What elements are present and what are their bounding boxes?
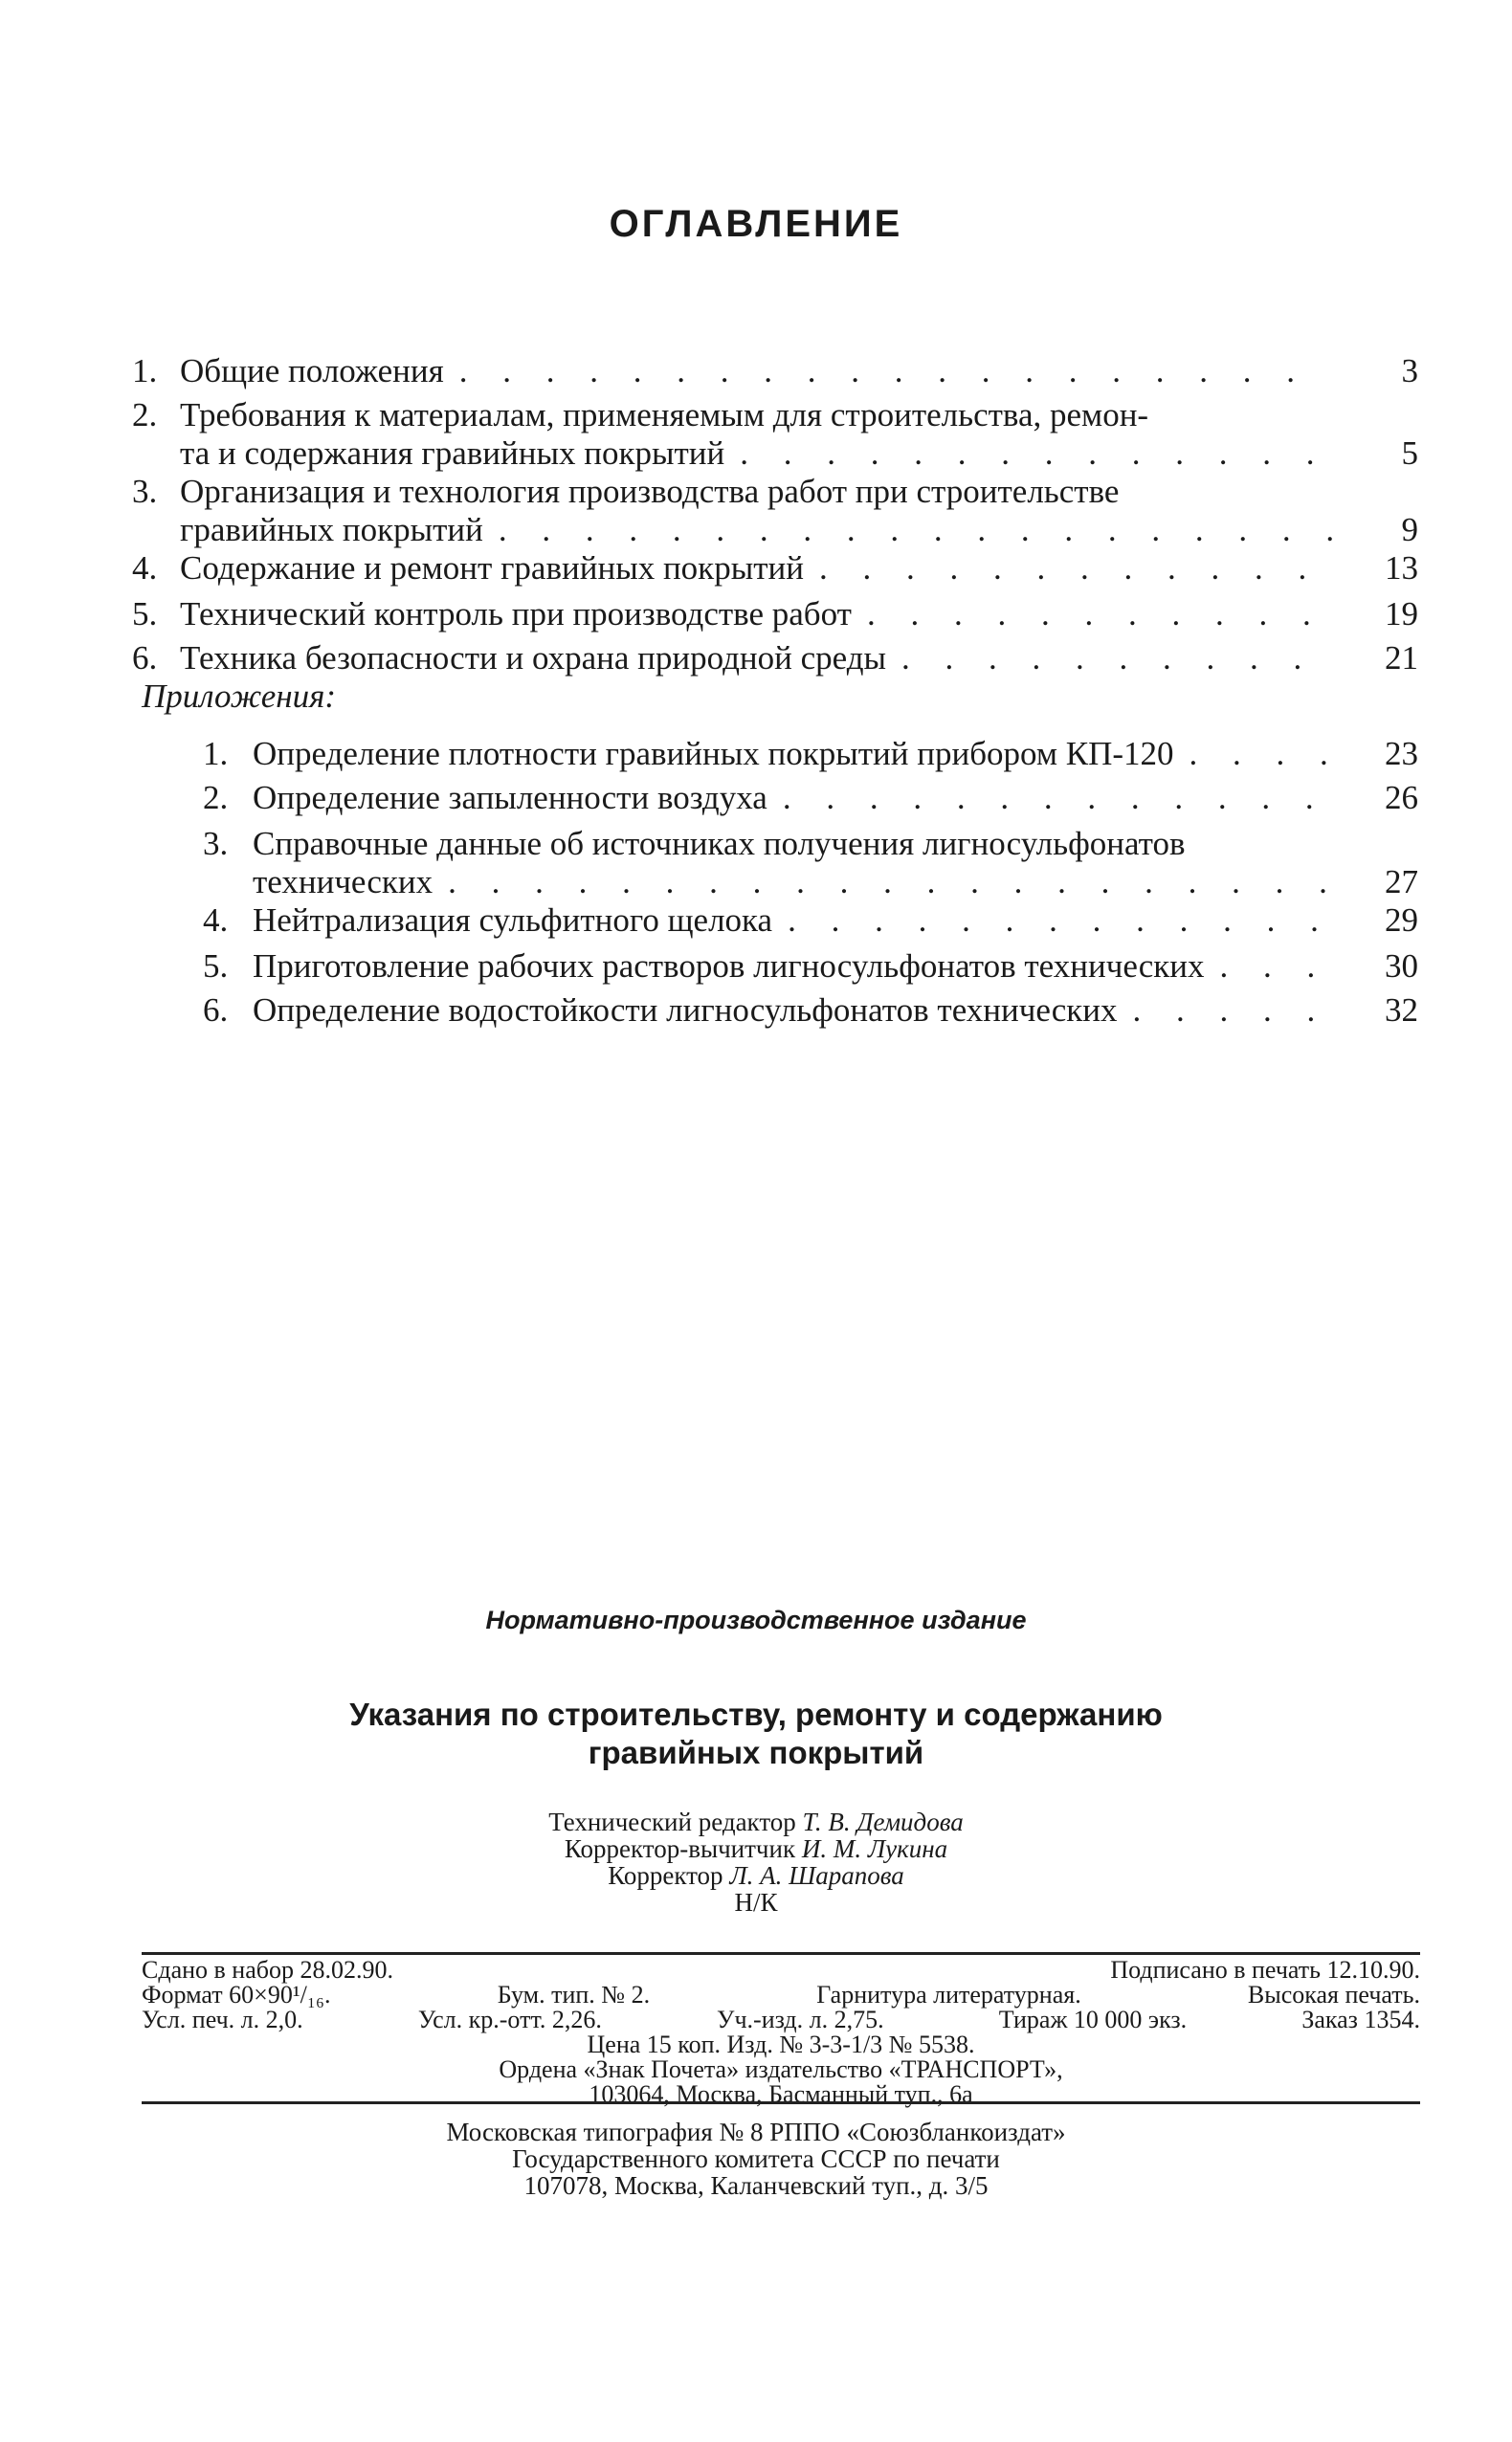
paper: Бум. тип. № 2. <box>497 1981 651 2009</box>
toc-entry <box>203 825 1418 901</box>
imprint-row <box>142 1983 1420 2008</box>
print-type: Высокая печать. <box>1247 1981 1420 2009</box>
submitted-date: Сдано в набор 28.02.90. <box>142 1956 393 1984</box>
publisher-address: 103064, Москва, Басманный туп., 6а <box>589 2080 973 2108</box>
toc-leader-dots <box>804 549 1332 588</box>
toc-entry <box>132 396 1418 473</box>
toc-entry-number: 5. <box>203 947 229 985</box>
toc-entry-line <box>203 863 1332 901</box>
book-title-line: Указания по строительству, ремонту и содержанию <box>349 1697 1163 1732</box>
toc-entry-line <box>203 901 1332 940</box>
color-sheets: Усл. кр.-отт. 2,26. <box>417 2006 602 2033</box>
toc-entry-title: Определение водостойкости лигносульфонатов технических <box>253 991 1118 1029</box>
toc-page-number: 9 <box>1401 511 1418 548</box>
toc-entry <box>203 735 1418 773</box>
toc-entry-title: Общие положения <box>180 352 444 389</box>
staff-name: И. М. Лукина <box>801 1834 948 1863</box>
print-run: Тираж 10 000 экз. <box>998 2006 1188 2033</box>
toc-entry-line <box>132 595 1332 633</box>
toc-page-number: 13 <box>1385 549 1418 587</box>
book-title <box>0 1696 1512 1772</box>
price-line: Цена 15 коп. Изд. № 3-3-1/3 № 5538. <box>587 2031 975 2058</box>
toc-entry-number: 6. <box>132 639 158 677</box>
toc-entry-title: технических <box>253 863 434 900</box>
print-sheets: Усл. печ. л. 2,0. <box>142 2006 303 2033</box>
toc-page-number: 21 <box>1385 639 1418 677</box>
printer-line: 107078, Москва, Каланчевский туп., д. 3/5 <box>523 2171 989 2200</box>
toc-entry <box>132 352 1418 390</box>
toc-entry-number: 6. <box>203 991 229 1029</box>
toc-page-number: 19 <box>1385 595 1418 633</box>
toc-entry-line <box>132 396 1332 434</box>
toc-entry-line <box>132 549 1332 588</box>
toc-entry-title: Требования к материалам, применяемым для строительства, ремон- <box>180 396 1149 433</box>
toc-leader-dots <box>1174 735 1332 773</box>
toc-page-number: 5 <box>1401 434 1418 472</box>
toc-entry <box>203 779 1418 817</box>
staff-name: Т. В. Демидова <box>802 1808 964 1836</box>
toc-entry-title: Технический контроль при производстве работ <box>180 595 852 633</box>
toc-entry-line <box>203 825 1332 863</box>
pub-sheets: Уч.-изд. л. 2,75. <box>717 2006 884 2033</box>
toc-leader-dots <box>1205 947 1333 986</box>
format: Формат 60×90¹/₁₆. <box>142 1981 331 2009</box>
staff-row <box>0 1809 1512 1835</box>
edition-type: Нормативно-производственное издание <box>485 1606 1027 1634</box>
toc-page-number: 32 <box>1385 991 1418 1029</box>
staff-name: Л. А. Шарапова <box>729 1861 904 1890</box>
toc-entry-number: 4. <box>203 901 229 939</box>
toc-entry <box>132 549 1418 588</box>
printer-line: Государственного комитета СССР по печати <box>512 2144 1000 2173</box>
signed-date: Подписано в печать 12.10.90. <box>1110 1956 1420 1984</box>
toc-entry-title: Нейтрализация сульфитного щелока <box>253 901 773 939</box>
toc-leader-dots <box>852 595 1332 633</box>
imprint-row <box>142 2008 1420 2032</box>
printer-line: Московская типография № 8 РППО «Союзбланкоиздат» <box>446 2118 1066 2146</box>
printer-info <box>0 2119 1512 2199</box>
toc-page-number: 23 <box>1385 735 1418 772</box>
toc-leader-dots <box>767 779 1332 817</box>
imprint-details <box>142 1958 1420 2107</box>
toc-page-number: 30 <box>1385 947 1418 985</box>
toc-entry-title: Приготовление рабочих растворов лигносульфонатов технических <box>253 947 1205 985</box>
toc-entry <box>132 595 1418 633</box>
toc-entry-title: Техника безопасности и охрана природной среды <box>180 639 887 677</box>
appendix-label: Приложения: <box>142 677 337 715</box>
toc-page-number: 29 <box>1385 901 1418 939</box>
toc-title: ОГЛАВЛЕНИЕ <box>609 203 903 245</box>
toc-entry-number: 3. <box>132 473 158 510</box>
toc-entry-number: 2. <box>132 396 158 433</box>
toc-leader-dots <box>724 434 1332 473</box>
toc-entry <box>203 901 1418 940</box>
toc-entry-title: гравийных покрытий <box>180 511 483 548</box>
toc-entry-number <box>203 863 253 901</box>
toc-entry-number: 2. <box>203 779 229 816</box>
toc-entry-line <box>132 639 1332 677</box>
toc-entry <box>132 473 1418 549</box>
toc-entry-line <box>132 352 1332 390</box>
imprint-row <box>142 1958 1420 1983</box>
toc-entry-number <box>132 511 180 549</box>
toc-entry-line <box>132 511 1332 549</box>
toc-entry-number: 3. <box>203 825 229 862</box>
staff-credits <box>0 1809 1512 1916</box>
toc-leader-dots <box>886 639 1332 677</box>
publisher-line: Ордена «Знак Почета» издательство «ТРАНСПОРТ», <box>499 2055 1063 2083</box>
toc-leader-dots <box>483 511 1332 549</box>
toc-entry-title: та и содержания гравийных покрытий <box>180 434 725 472</box>
toc-entry-number <box>132 434 180 473</box>
divider <box>142 2101 1420 2104</box>
book-title-line: гравийных покрытий <box>588 1735 924 1770</box>
toc-entry-number: 4. <box>132 549 158 587</box>
toc-leader-dots <box>444 352 1332 390</box>
toc-entry-line <box>203 735 1332 773</box>
staff-role: Корректор-вычитчик <box>564 1834 796 1863</box>
divider <box>142 1952 1420 1955</box>
toc-entry-line <box>203 947 1332 986</box>
order-number: Заказ 1354. <box>1301 2006 1420 2033</box>
toc-entry-number: 1. <box>132 352 158 389</box>
toc-entry-line <box>132 434 1332 473</box>
staff-row <box>0 1835 1512 1862</box>
imprint-code: Н/К <box>734 1888 778 1917</box>
toc-leader-dots <box>1118 991 1332 1030</box>
toc-entry-title: Определение запыленности воздуха <box>253 779 767 816</box>
toc-leader-dots <box>433 863 1332 901</box>
toc-page-number: 26 <box>1385 779 1418 816</box>
toc-entry-line <box>203 991 1332 1030</box>
staff-row <box>0 1862 1512 1889</box>
staff-role: Корректор <box>608 1861 723 1890</box>
toc-entry-title: Организация и технология производства работ при строительстве <box>180 473 1120 510</box>
toc-entry-title: Содержание и ремонт гравийных покрытий <box>180 549 804 587</box>
toc-entry-title: Справочные данные об источниках получения лигносульфонатов <box>253 825 1186 862</box>
toc-page-number: 3 <box>1401 352 1418 389</box>
toc-leader-dots <box>772 901 1332 940</box>
font-type: Гарнитура литературная. <box>816 1981 1081 2009</box>
toc-entry <box>203 991 1418 1030</box>
toc-page-number: 27 <box>1385 863 1418 900</box>
toc-entry-title: Определение плотности гравийных покрытий прибором КП-120 <box>253 735 1174 772</box>
toc-entry <box>132 639 1418 677</box>
toc-entry-line <box>203 779 1332 817</box>
toc-entry-line <box>132 473 1332 511</box>
toc-entry-number: 5. <box>132 595 158 633</box>
toc-entry-number: 1. <box>203 735 229 772</box>
staff-role: Технический редактор <box>548 1808 796 1836</box>
toc-entry <box>203 947 1418 986</box>
